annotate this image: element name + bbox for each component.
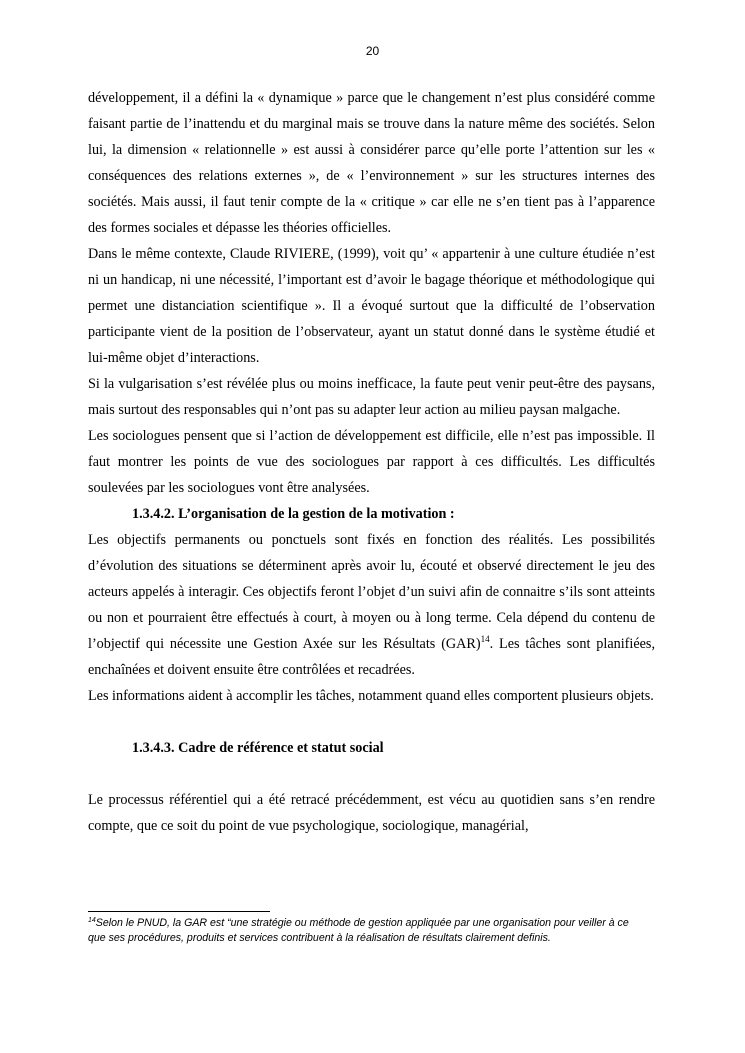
section-heading: 1.3.4.2. L’organisation de la gestion de la motivation : [132, 506, 455, 522]
footnote-reference[interactable]: 14 [480, 634, 490, 644]
paragraph: Si la vulgarisation s’est révélée plus ou moins inefficace, la faute peut venir peut-être des paysans, mais surtout des responsables qui n’ont pas su adapter leur action au milieu paysan malgache. [88, 376, 655, 418]
paragraph-text: . Les tâches sont planifiées, enchaînées et doivent ensuite être contrôlées et recadrées. [88, 636, 655, 678]
paragraph: Dans le même contexte, Claude RIVIERE, (1999), voit qu’ « appartenir à une culture étudiée n’est ni un handicap, ni une nécessité, l’important est d’avoir le bagage théorique et méthodologique qui permet une distanciation scientifique ». Il a évoqué surtout que la difficulté de l’observation participante vient de la position de l’observateur, ayant un statut donné dans le système étudié et lui-même objet d’interactions. [88, 246, 655, 366]
page-number: 20 [365, 44, 380, 58]
footnote [88, 916, 648, 946]
paragraph-text: Les objectifs permanents ou ponctuels sont fixés en fonction des réalités. Les possibilités d’évolution des situations se déterminent après avoir lu, écouté et observé directement le jeu des acteurs appelés à interagir. Ces objectifs feront l’objet d’un suivi afin de connaitre s’ils sont atteints ou non et pourraient être effectués à court, à moyen ou à long terme. Cela dépend du contenu de l’objectif qui nécessite une Gestion Axée sur les Résultats (GAR) [88, 532, 655, 652]
paragraph: Les informations aident à accomplir les tâches, notamment quand elles comportent plusieurs objets. [88, 688, 654, 704]
paragraph: Les sociologues pensent que si l’action de développement est difficile, elle n’est pas impossible. Il faut montrer les points de vue des sociologues par rapport à ces difficultés. Les difficultés soulevées par les sociologues vont être analysées. [88, 428, 655, 496]
paragraph [88, 527, 655, 683]
paragraph: développement, il a défini la « dynamique » parce que le changement n’est plus considéré comme faisant partie de l’inattendu et du marginal mais se trouve dans la nature même des sociétés. Selon lui, la dimension « relationnelle » est aussi à considérer parce qu’elle porte l’attention sur les « conséquences des relations externes », de « l’environnement » sur les structures internes des sociétés. Mais aussi, il faut tenir compte de la « critique » car elle ne s’en tient pas à l’apparence des formes sociales et dépasse les théories officielles. [88, 90, 655, 236]
paragraph: Le processus référentiel qui a été retracé précédemment, est vécu au quotidien sans s’en rendre compte, que ce soit du point de vue psychologique, sociologique, managérial, [88, 792, 655, 834]
footnote-text: Selon le PNUD, la GAR est “une stratégie ou méthode de gestion appliquée par une organisation pour veiller à ce que ses procédures, produits et services contribuent à la réalisation de résultats clairement definis. [88, 917, 629, 944]
footnote-number: 14 [88, 917, 96, 924]
body-text [88, 85, 655, 839]
section-heading: 1.3.4.3. Cadre de référence et statut social [132, 740, 384, 756]
footnote-separator [88, 911, 270, 912]
